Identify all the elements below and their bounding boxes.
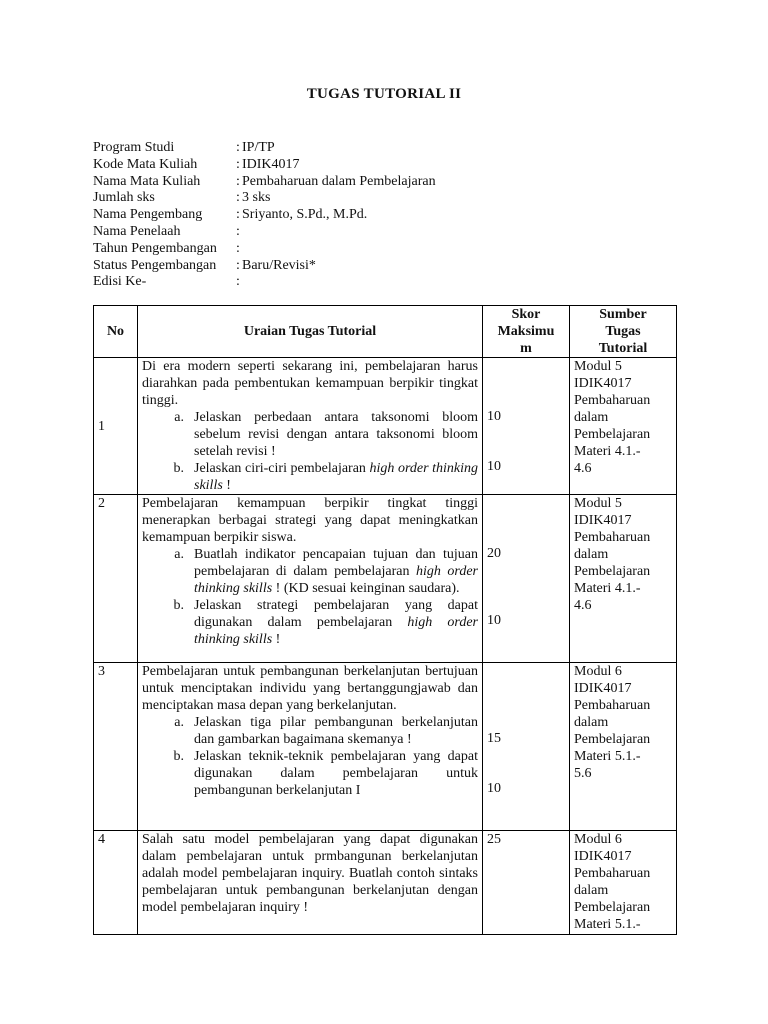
subquestion-text: Jelaskan perbedaan antara taksonomi bloom sebelum revisi dengan antara taksonomi bloom setelah revisi !: [194, 410, 478, 459]
table-row: [94, 495, 677, 663]
source-line: Modul 6: [574, 664, 622, 679]
italic-term: high order thinking skills: [194, 615, 478, 647]
meta-row-nama-mata-kuliah: Nama Mata Kuliah : Pembaharuan dalam Pembelajaran: [93, 173, 436, 189]
task-subquestion: [142, 714, 478, 748]
source-line: Pembelajaran: [574, 564, 651, 579]
score-value: 10: [487, 459, 501, 474]
meta-row-jumlah-sks: Jumlah sks : 3 sks: [93, 190, 271, 206]
task-number: 3: [94, 663, 138, 831]
task-source: [570, 358, 677, 495]
source-line: 4.6: [574, 461, 592, 476]
source-line: Pembelajaran: [574, 732, 651, 747]
task-number: 1: [94, 358, 138, 495]
task-score: [483, 831, 570, 935]
meta-key: Nama Mata Kuliah: [93, 173, 201, 189]
score-value: 20: [487, 546, 501, 561]
source-line: IDIK4017: [574, 513, 632, 528]
table-row: [94, 663, 677, 831]
meta-row-program-studi: Program Studi : IP/TP: [93, 140, 275, 155]
header-sumber: Sumber Tugas Tutorial: [570, 306, 677, 358]
source-line: IDIK4017: [574, 849, 632, 864]
meta-value: 3 sks: [242, 190, 271, 206]
meta-key: Tahun Pengembangan: [93, 240, 217, 256]
meta-row-edisi-ke: Edisi Ke- :: [93, 274, 240, 290]
subquestion-letter: a.: [174, 547, 184, 562]
meta-key: Nama Penelaah: [93, 223, 181, 239]
source-line: 4.6: [574, 598, 592, 613]
source-line: Materi 4.1.-: [574, 581, 641, 596]
source-line: Materi 5.1.-: [574, 917, 641, 932]
table-row: [94, 831, 677, 935]
subquestion-letter: b.: [173, 598, 184, 613]
task-number: 4: [94, 831, 138, 935]
meta-key: Edisi Ke-: [93, 274, 147, 290]
meta-value: Baru/Revisi*: [242, 257, 316, 273]
meta-key: Status Pengembangan: [93, 257, 217, 273]
meta-key: Jumlah sks: [93, 190, 155, 206]
task-source: [570, 495, 677, 663]
source-line: dalam: [574, 883, 609, 898]
task-source: [570, 663, 677, 831]
italic-term: high order thinking skills: [194, 461, 478, 493]
meta-row-nama-penelaah: Nama Penelaah :: [93, 223, 240, 239]
subquestion-text: Jelaskan tiga pilar pembangunan berkelanjutan dan gambarkan bagaimana skemanya !: [194, 715, 478, 747]
subquestion-text: Jelaskan strategi pembelajaran yang dapat digunakan dalam pembelajaran high order thinking skills !: [194, 598, 478, 647]
italic-term: high order thinking skills: [194, 564, 479, 596]
task-subquestion: [142, 460, 478, 494]
meta-row-kode-mata-kuliah: Kode Mata Kuliah : IDIK4017: [93, 156, 300, 172]
task-subquestion: [142, 409, 478, 460]
meta-key: Program Studi: [93, 140, 175, 155]
task-description: [138, 831, 483, 935]
task-intro: Di era modern seperti sekarang ini, pembelajaran harus diarahkan pada pembentukan kemampuan berpikir tingkat tinggi.: [142, 359, 478, 408]
task-score: [483, 358, 570, 495]
source-line: Pembelajaran: [574, 427, 651, 442]
task-intro: Salah satu model pembelajaran yang dapat digunakan dalam pembelajaran untuk prmbangunan berkelanjutan adalah model pembelajaran inquiry. Buatlah contoh sintaks pembelajaran untuk pembangunan berkelanjutan dengan model pembelajaran inquiry !: [142, 832, 478, 915]
source-line: IDIK4017: [574, 376, 632, 391]
source-line: Modul 5: [574, 359, 622, 374]
task-score: [483, 495, 570, 663]
task-description: [138, 495, 483, 663]
meta-key: Nama Pengembang: [93, 207, 203, 223]
task-subquestion: [142, 597, 478, 648]
score-value: 10: [487, 781, 501, 796]
source-line: Modul 6: [574, 832, 622, 847]
task-subquestion: [142, 546, 478, 597]
source-line: Pembaharuan: [574, 393, 651, 408]
header-skor: Skor Maksimu m: [483, 306, 570, 358]
source-line: Pembaharuan: [574, 530, 651, 545]
source-line: dalam: [574, 547, 609, 562]
subquestion-letter: a.: [174, 715, 184, 730]
task-intro: Pembelajaran kemampuan berpikir tingkat tinggi menerapkan berbagai strategi yang dapat meningkatkan kemampuan berpikir siswa.: [142, 496, 478, 545]
tutorial-task-table: [93, 305, 677, 935]
source-line: dalam: [574, 715, 609, 730]
source-line: Modul 5: [574, 496, 622, 511]
subquestion-text: Jelaskan ciri-ciri pembelajaran high order thinking skills !: [194, 461, 478, 493]
meta-row-status-pengembangan: Status Pengembangan : Baru/Revisi*: [93, 257, 316, 273]
document-title: TUGAS TUTORIAL II: [306, 86, 462, 102]
header-no: No: [94, 306, 138, 358]
score-value: 15: [487, 731, 501, 746]
subquestion-text: Buatlah indikator pencapaian tujuan dan tujuan pembelajaran di dalam pembelajaran high order thinking skills ! (KD sesuai keinginan saudara).: [194, 547, 479, 596]
task-source: [570, 831, 677, 935]
source-line: Materi 5.1.-: [574, 749, 641, 764]
meta-value: IP/TP: [242, 140, 275, 155]
source-line: Pembelajaran: [574, 900, 651, 915]
task-description: [138, 358, 483, 495]
source-line: Pembaharuan: [574, 698, 651, 713]
task-description: [138, 663, 483, 831]
source-line: Materi 4.1.-: [574, 444, 641, 459]
meta-key: Kode Mata Kuliah: [93, 156, 198, 172]
meta-value: Pembaharuan dalam Pembelajaran: [242, 173, 436, 189]
source-line: 5.6: [574, 766, 592, 781]
meta-value: Sriyanto, S.Pd., M.Pd.: [242, 207, 368, 223]
score-value: 25: [487, 832, 501, 847]
meta-row-nama-pengembang: Nama Pengembang : Sriyanto, S.Pd., M.Pd.: [93, 207, 368, 223]
source-line: Pembaharuan: [574, 866, 651, 881]
subquestion-letter: a.: [174, 410, 184, 425]
task-subquestion: [142, 748, 478, 799]
score-value: 10: [487, 409, 501, 424]
meta-row-tahun-pengembangan: Tahun Pengembangan :: [93, 240, 240, 256]
table-row: [94, 358, 677, 495]
source-line: dalam: [574, 410, 609, 425]
source-line: IDIK4017: [574, 681, 632, 696]
score-value: 10: [487, 613, 501, 628]
course-metadata: [93, 139, 436, 290]
table-header-row: [94, 306, 677, 358]
header-uraian: Uraian Tugas Tutorial: [138, 306, 483, 358]
subquestion-text: Jelaskan teknik-teknik pembelajaran yang dapat digunakan dalam pembelajaran untuk pembangunan berkelanjutan I: [194, 749, 478, 798]
task-intro: Pembelajaran untuk pembangunan berkelanjutan bertujuan untuk menciptakan individu yang bertanggungjawab dan menciptakan masa depan yang berkelanjutan.: [142, 664, 478, 713]
subquestion-letter: b.: [173, 461, 184, 476]
meta-value: IDIK4017: [242, 156, 300, 172]
subquestion-letter: b.: [173, 749, 184, 764]
task-score: [483, 663, 570, 831]
task-number: 2: [94, 495, 138, 663]
